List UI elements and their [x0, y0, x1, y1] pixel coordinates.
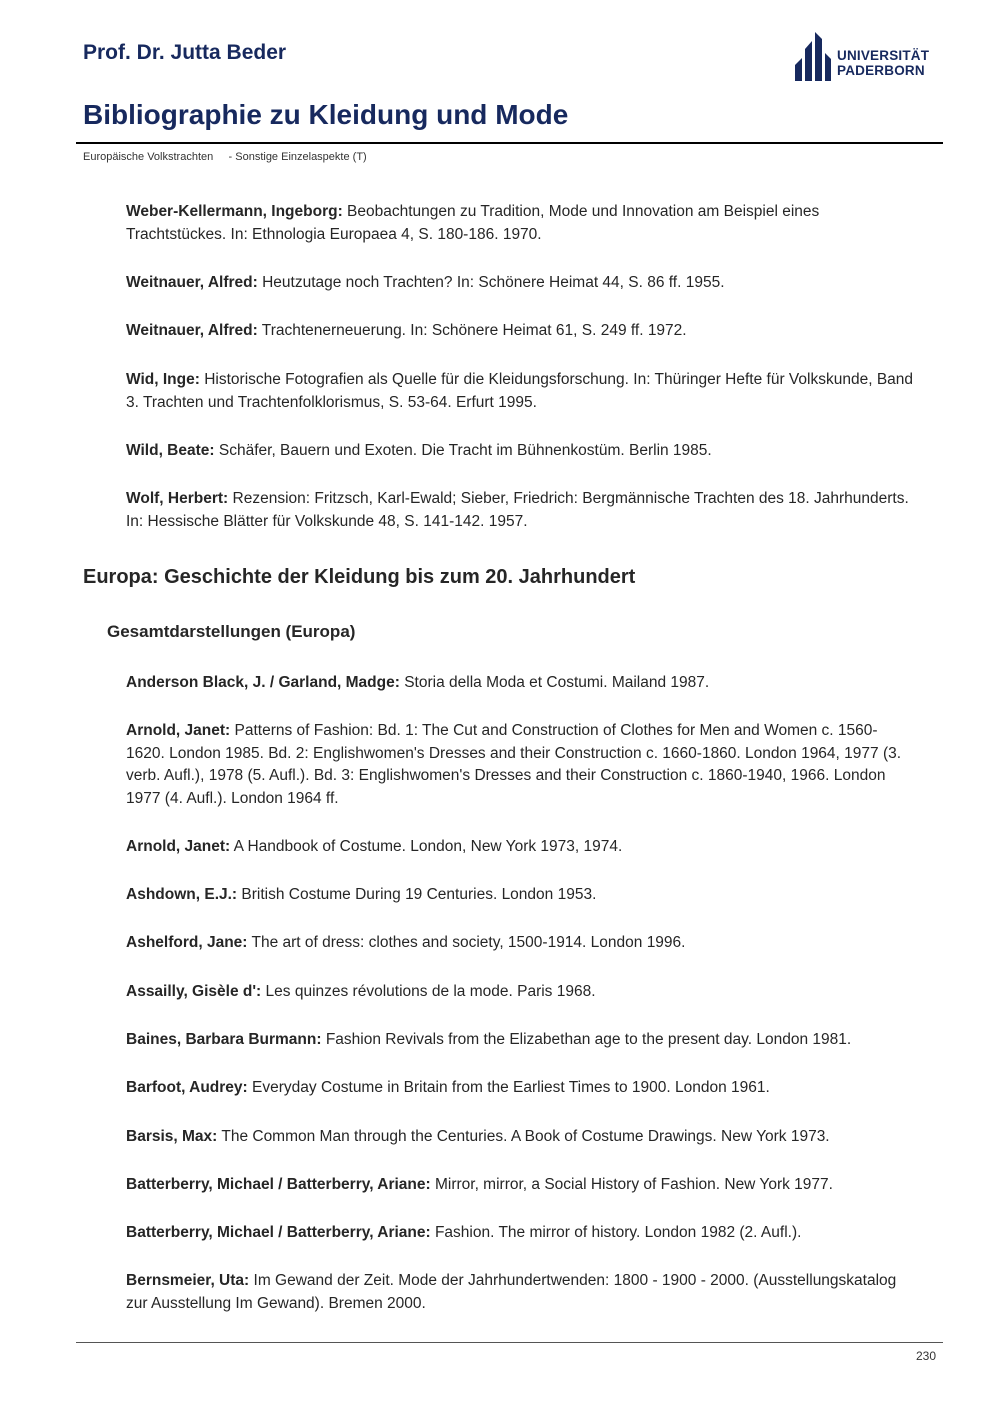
bibliography-entry [126, 1222, 916, 1245]
section-heading: Europa: Geschichte der Kleidung bis zum 20. Jahrhundert [83, 566, 636, 588]
entry-text: Patterns of Fashion: Bd. 1: The Cut and Construction of Clothes for Men and Women c. 1560-1620. London 1985. Bd. 2: Englishwomen's Dresses and their Construction c. 1660-1860. London 1964, 1977 (3. verb. Aufl.), 1978 (5. Aufl.). Bd. 3: Englishwomen's Dresses and their Construction c. 1860-1940, 1966. London 1977 (4. Aufl.). London 1964 ff. [126, 722, 902, 808]
entry-author: Batterberry, Michael / Batterberry, Ariane: [126, 1176, 431, 1193]
bibliography-entry [126, 201, 916, 246]
entry-author: Arnold, Janet: [126, 722, 231, 739]
entry-author: Barsis, Max: [126, 1128, 218, 1145]
author-name: Prof. Dr. Jutta Beder [83, 41, 287, 64]
entry-text: Historische Fotografien als Quelle für die Kleidungsforschung. In: Thüringer Hefte für Volkskunde, Band 3. Trachten und Trachtenfolklorismus, S. 53-64. Erfurt 1995. [126, 371, 914, 411]
entry-author: Ashdown, E.J.: [126, 886, 238, 903]
entry-author: Bernsmeier, Uta: [126, 1272, 250, 1289]
bibliography-entry [126, 1077, 916, 1100]
entry-text: Rezension: Fritzsch, Karl-Ewald; Sieber, Friedrich: Bergmännische Trachten des 18. Jahrhunderts. In: Hessische Blätter für Volkskunde 48, S. 141-142. 1957. [126, 490, 909, 530]
bibliography-entry [126, 836, 916, 859]
header-divider [76, 142, 943, 144]
bibliography-entry [126, 369, 916, 414]
entry-author: Wolf, Herbert: [126, 490, 229, 507]
entry-text: Les quinzes révolutions de la mode. Paris 1968. [261, 983, 596, 1000]
entry-text: Beobachtungen zu Tradition, Mode und Innovation am Beispiel eines Trachtstückes. In: Ethnologia Europaea 4, S. 180-186. 1970. [126, 203, 820, 243]
entry-text: Trachtenerneuerung. In: Schönere Heimat 61, S. 249 ff. 1972. [257, 322, 687, 339]
entry-author: Weber-Kellermann, Ingeborg: [126, 203, 343, 220]
entry-author: Baines, Barbara Burmann: [126, 1031, 322, 1048]
bibliography-entry [126, 981, 916, 1004]
university-logo[interactable] [793, 31, 943, 83]
university-logo-icon [793, 31, 833, 83]
entry-text: Heutzutage noch Trachten? In: Schönere Heimat 44, S. 86 ff. 1955. [257, 274, 725, 291]
bibliography-entry [126, 320, 916, 343]
bibliography-entry [126, 488, 916, 533]
bibliography-entry [126, 1174, 916, 1197]
footer-divider [76, 1342, 943, 1343]
bibliography-entry [126, 272, 916, 295]
bibliography-entry [126, 932, 916, 955]
entry-text: Storia della Moda et Costumi. Mailand 1987. [399, 674, 710, 691]
bibliography-entry [126, 884, 916, 907]
entry-text: Im Gewand der Zeit. Mode der Jahrhundertwenden: 1800 - 1900 - 2000. (Ausstellungskatalog zur Ausstellung Im Gewand). Bremen 2000. [126, 1272, 897, 1312]
entry-author: Ashelford, Jane: [126, 934, 248, 951]
bibliography-entry [126, 1270, 916, 1315]
document-title: Bibliographie zu Kleidung und Mode [83, 99, 569, 130]
entry-author: Arnold, Janet: [126, 838, 231, 855]
logo-line-1: UNIVERSITÄT [837, 48, 930, 63]
entry-author: Batterberry, Michael / Batterberry, Ariane: [126, 1224, 431, 1241]
entry-author: Assailly, Gisèle d': [126, 983, 262, 1000]
page-number: 230 [915, 1349, 936, 1363]
entry-author: Wild, Beate: [126, 442, 215, 459]
entry-author: Anderson Black, J. / Garland, Madge: [126, 674, 400, 691]
entry-author: Wid, Inge: [126, 371, 200, 388]
subsection-heading: Gesamtdarstellungen (Europa) [107, 622, 356, 641]
entry-author: Weitnauer, Alfred: [126, 322, 258, 339]
entry-text: Mirror, mirror, a Social History of Fashion. New York 1977. [430, 1176, 833, 1193]
entry-author: Weitnauer, Alfred: [126, 274, 258, 291]
bibliography-entry [126, 440, 916, 463]
entry-text: Fashion Revivals from the Elizabethan age to the present day. London 1981. [321, 1031, 852, 1048]
entry-text: A Handbook of Costume. London, New York 1973, 1974. [230, 838, 623, 855]
bibliography-entry [126, 672, 916, 695]
logo-line-2: PADERBORN [837, 63, 925, 78]
entry-text: The Common Man through the Centuries. A Book of Costume Drawings. New York 1973. [217, 1128, 830, 1145]
entry-text: The art of dress: clothes and society, 1500-1914. London 1996. [247, 934, 686, 951]
entry-text: Fashion. The mirror of history. London 1982 (2. Aufl.). [430, 1224, 802, 1241]
breadcrumb: Europäische Volkstrachten - Sonstige Einzelaspekte (T) [83, 151, 367, 163]
entry-text: Everyday Costume in Britain from the Earliest Times to 1900. London 1961. [247, 1079, 770, 1096]
entry-text: Schäfer, Bauern und Exoten. Die Tracht im Bühnenkostüm. Berlin 1985. [214, 442, 712, 459]
bibliography-entry [126, 720, 916, 811]
entry-author: Barfoot, Audrey: [126, 1079, 248, 1096]
bibliography-entry [126, 1126, 916, 1149]
entry-text: British Costume During 19 Centuries. London 1953. [237, 886, 597, 903]
bibliography-entry [126, 1029, 916, 1052]
logo-wordmark [837, 48, 929, 78]
